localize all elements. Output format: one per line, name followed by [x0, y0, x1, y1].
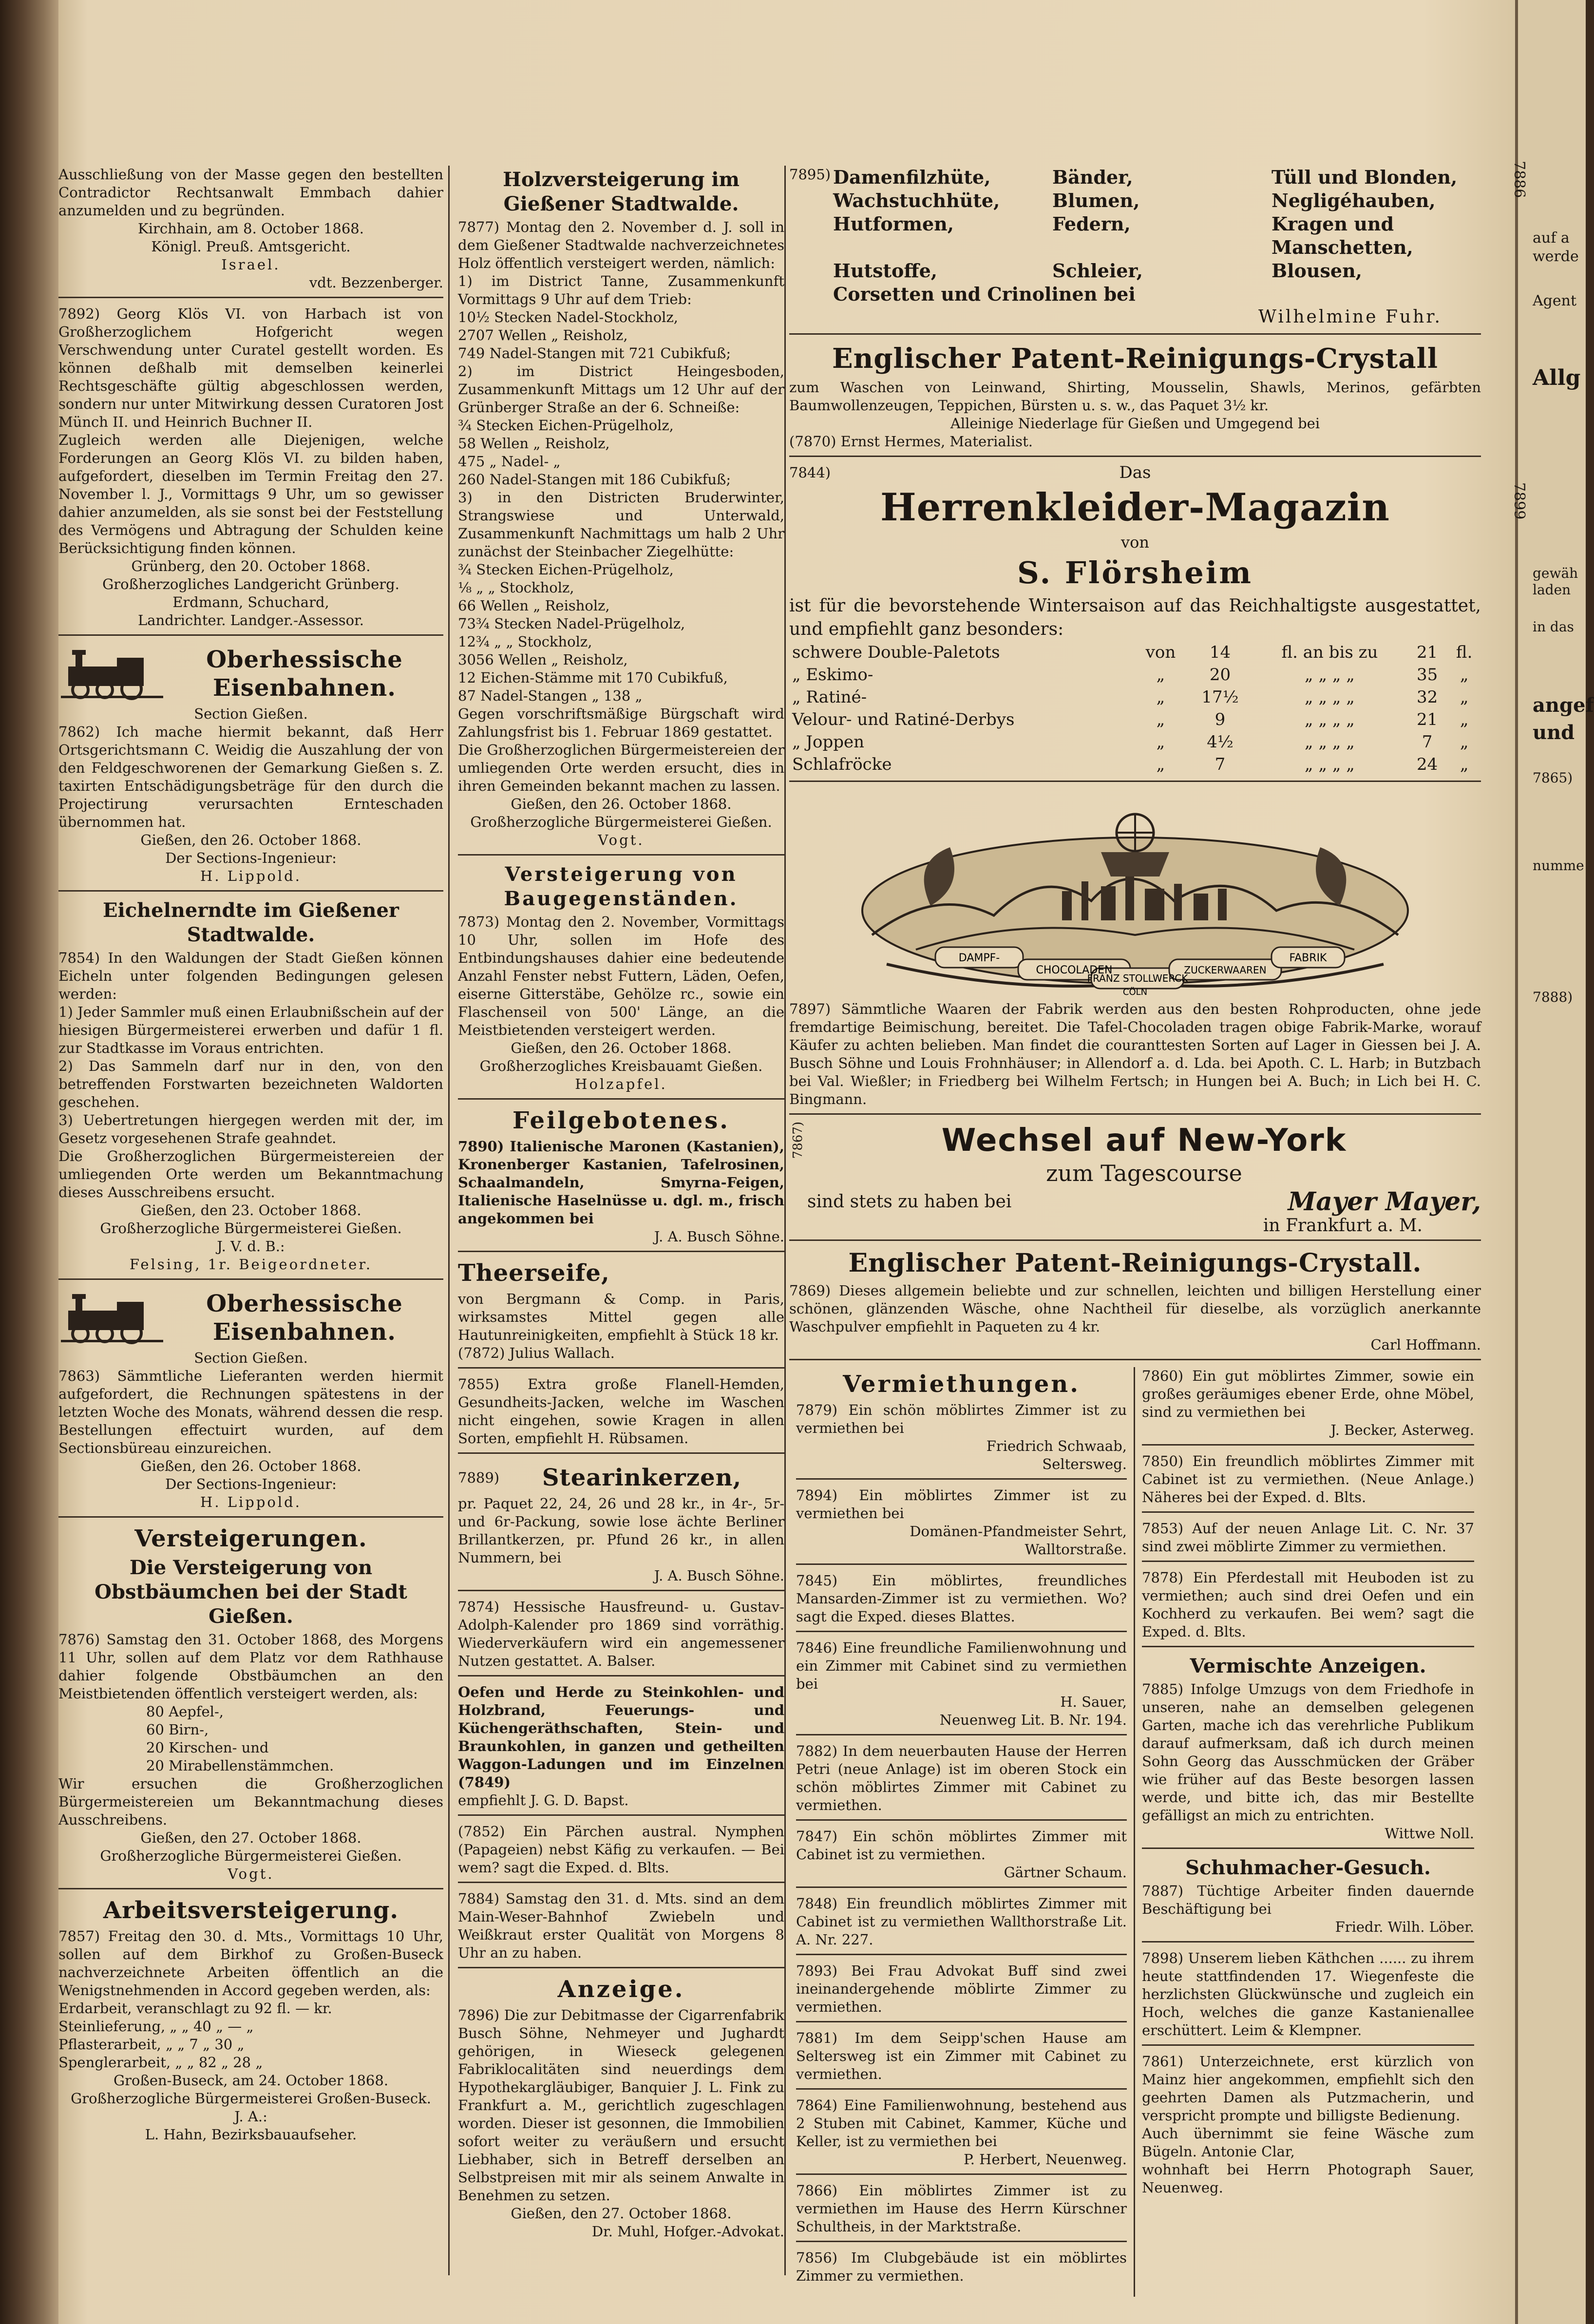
- edge-text: numme: [1533, 857, 1584, 874]
- edge-text: in das: [1533, 619, 1574, 635]
- locomotive-icon: [58, 647, 166, 701]
- price-row: „ Eskimo- „ 20 „ „ „ „ 35 „: [792, 665, 1469, 685]
- merchant-name: S. Flörsheim: [1017, 555, 1253, 591]
- notice-anzeige: Anzeige. 7896) Die zur Debitmasse der Cigarrenfabrik Busch Söhne, Nehmeyer und Jughardt gehörigen, in Wieseck gelegenen Fabriklocalitäten sind neuerdings dem Hypothekargläubiger, Banquier J. L. Fink zu Frankfurt a. M., gerichtlich zugeschlagen worden. Dieser ist gesonnen, die Immobilien sofort weiter zu veräußern und ersucht Liebhaber, sich in Betreff derselben an Selbstpreisen mit mir als seinem Anwalte in Benehmen zu setzen. Gießen, den 27. October 1868. Dr. Muhl, Hofger.-Advokat.: [458, 1976, 784, 2240]
- ad-zwiebeln: 7884) Samstag den 31. d. Mts. sind an dem Main-Weser-Bahnhof Zwiebeln und Weißkraut erster Qualität von Morgens 8 Uhr an zu haben.: [458, 1890, 784, 1968]
- book-binding: [0, 0, 58, 2324]
- emblem-text: ZUCKERWAAREN: [1184, 964, 1267, 976]
- ad-feilgebotenes: Feilgebotenes. 7890) Italienische Maronen (Kastanien), Kronenberger Kastanien, Tafelrosinen, Schaalmandeln, Smyrna-Feigen, Italienische Haselnüsse u. dgl. m., frisch angekommen bei J. A. Busch Söhne.: [458, 1106, 784, 1252]
- notice-arbeitsversteigerung: Arbeitsversteigerung. 7857) Freitag den 30. d. Mts., Vormittags 10 Uhr, sollen auf dem Birkhof zu Großen-Buseck nachverzeichnete Arbeiten öffentlich an die Wenigstnehmenden in Accord gegeben werden, als: Erdarbeit, veranschlagt zu 92 fl. — kr. Steinlieferung, „ „ 40 „ — „ Pflasterarbeit, „ „ 7 „ 30 „ Spenglerarbeit, „ „ 82 „ 28 „ Großen-Buseck, am 24. October 1868. Großherzogliche Bürgermeisterei Großen-Buseck. J. A.: L. Hahn, Bezirksbauaufseher.: [58, 1897, 443, 2143]
- heading: Englischer Patent-Reinigungs-Crystall.: [848, 1248, 1422, 1278]
- heading: Feilgebotenes.: [512, 1107, 730, 1134]
- emblem-text: DAMPF-: [958, 952, 1000, 964]
- railway-title: Oberhessische Eisenbahnen.: [206, 646, 403, 702]
- heading: Vermiethungen.: [843, 1371, 1080, 1398]
- edge-text: gewäh laden: [1533, 565, 1578, 598]
- ad-papageien: (7852) Ein Pärchen austral. Nymphen (Papageien) nebst Käfig zu verkaufen. — Bei wem? sagt die Exped. d. Blts.: [458, 1823, 784, 1883]
- price-row: Velour- und Ratiné-Derbys „ 9 „ „ „ „ 21 „: [792, 710, 1469, 729]
- vermischte-column: 7860) Ein gut möblirtes Zimmer, sowie ein großes geräumiges ebener Erde, ohne Möbel, sind zu vermiethen bei J. Becker, Asterweg. 7850) Ein freundlich möblirtes Zimmer mit Cabinet ist zu vermiethen. (Neue Anlage.) Näheres bei der Exped. d. Blts. 7853) Auf der neuen Anlage Lit. C. Nr. 37 sind zwei möblirte Zimmer zu vermiethen. 7878) Ein Pferdestall mit Heuboden ist zu vermiethen; auch sind drei Oefen und ein Kochherd zu verkaufen. Bei wem? sagt die Exped. d. Blts. Vermischte Anzeigen. 7885) Infolge Umzugs von dem Friedhofe in unseren, nahe an demselben gelegenen Garten, mache ich das verehrliche Publikum darauf aufmerksam, daß ich durch meinen Sohn Georg das Ausschmücken der Gräber wie früher auf das Beste besorgen lassen werde, und bitte ich, das mir Bestellte gefälligst an mich zu entrichten. Wittwe Noll. Schuhmacher-Gesuch. 7887) Tüchtige Arbeiter finden dauernde Beschäftigung bei Friedr. Wilh. Löber. 7898) Unserem lieben Käthchen ...... zu ihrem heute stattfindenden 17. Wiegenfeste die herzlichsten Glückwünsche und zugleich ein Hoch, welches die ganze Kastanienallee erschüttert. Leim & Klempner. 7861) Unterzeichnete, erst kürzlich von Mainz hier angekommen, empfiehlt sich den geehrten Damen als Putzmacherin, und verspricht prompte und billigste Bedienung. Auch übernimmt sie feine Wäsche zum Bügeln. Antonie Clar, wohnhaft bei Herrn Photograph Sauer, Neuenweg.: [1142, 1368, 1474, 2196]
- column-rule: [448, 166, 450, 2275]
- emblem-text: FRANZ STOLLWERCK: [1087, 972, 1188, 984]
- heading: Versteigerungen.: [134, 1525, 367, 1552]
- heading: Herrenkleider-Magazin: [880, 485, 1390, 530]
- heading: Englischer Patent-Reinigungs-Crystall: [832, 343, 1439, 375]
- column-2: [458, 166, 784, 2252]
- stollwerck-emblem: [789, 789, 1481, 998]
- ad-theerseife: Theerseife, von Bergmann & Comp. in Paris, wirksamstes Mittel gegen alle Hautunreinigkeiten, empfiehlt à Stück 18 kr. (7872) Julius Wallach.: [458, 1259, 784, 1369]
- ad-reinigungs-crystall-1: Englischer Patent-Reinigungs-Crystall zum Waschen von Leinwand, Shirting, Mousselin, Shawls, Merinos, gefärbten Baumwollenzeugen, Teppichen, Bürsten u. s. w., das Paquet 3½ kr. Alleinige Niederlage für Gießen und Umgegend bei (7870) Ernst Hermes, Materialist.: [789, 342, 1481, 457]
- edge-number: 7886: [1511, 161, 1528, 198]
- emblem-text: FABRIK: [1289, 952, 1327, 964]
- edge-text: Agent: [1533, 292, 1576, 309]
- notice-eisenbahn-1: Oberhessische Eisenbahnen. Section Gießen. 7862) Ich mache hiermit bekannt, daß Herr Ortsgerichtsmann C. Weidig die Auszahlung der von den Feldgeschworenen der Gemarkung Gießen s. Z. taxirten Entschädigungsbeträge für den durch die Projectirung verursachten Ernteschaden übernommen hat. Gießen, den 26. October 1868. Der Sections-Ingenieur: H. Lippold.: [58, 643, 443, 892]
- notice-contradictor: Ausschließung von der Masse gegen den bestellten Contradictor Rechtsanwalt Emmbach dahier anzumelden und zu begründen. Kirchhain, am 8. October 1868. Königl. Preuß. Amtsgericht. Israel. vdt. Bezzenberger.: [58, 166, 443, 298]
- ad-kalender: 7874) Hessische Hausfreund- u. Gustav-Adolph-Kalender pro 1869 sind vorräthig. Wiederverkäufern wird ein angemessener Nutzen gestattet. A. Balser.: [458, 1598, 784, 1676]
- column-rule: [784, 166, 786, 2275]
- heading: Anzeige.: [557, 1976, 685, 2003]
- subheading: Die Versteigerung von Obstbäumchen bei der Stadt Gießen.: [95, 1556, 407, 1628]
- heading: Versteigerung von Baugegenständen.: [504, 863, 739, 910]
- edge-text: 7865): [1533, 770, 1573, 786]
- notice-eichelnerndte: Eichelnerndte im Gießener Stadtwalde. 7854) In den Waldungen der Stadt Gießen können Eicheln unter folgenden Bedingungen gelesen werden: 1) Jeder Sammler muß einen Erlaubnißschein auf der hiesigen Bürgermeisterei erwerben und dafür 1 fl. zur Stadtkasse im Voraus entrichten. 2) Das Sammeln darf nur in den, von den betreffenden Forstwarten bezeichneten Waldorten geschehen. 3) Uebertretungen hiergegen werden mit der, im Gesetz vorgesehenen Strafe geahndet. Die Großherzoglichen Bürgermeistereien der umliegenden Orte werden um Bekanntmachung dieses Ausschreibens ersucht. Gießen, den 23. October 1868. Großherzogliche Bürgermeisterei Gießen. J. V. d. B.: Felsing, 1r. Beigeordneter.: [58, 898, 443, 1280]
- ad-stollwerck: DAMPF- CHOCOLADEN FRANZ STOLLWERCK ZUCKERWAAREN FABRIK CÖLN 7897) Sämmtliche Waaren der Fabrik werden aus den besten Rohproducten, ohne jede fremdartige Beimischung, bereitet. Die Tafel-Chocoladen tragen obige Fabrik-Marke, worauf Käufer zu achten belieben. Man findet die couranttesten Sorten auf Lager in Giessen bei J. A. Busch Söhne und Louis Frohnhäuser; in Allendorf a. d. Lda. bei Apoth. C. L. Harb; in Butzbach bei Val. Wießler; in Friedberg bei Wilhelm Fertsch; in Hungen bei A. Buch; in Lich bei H. C. Bingmann.: [789, 789, 1481, 1115]
- emblem-text: CÖLN: [1122, 987, 1148, 997]
- banker-name: Mayer Mayer,: [1288, 1187, 1481, 1217]
- next-page-edge: [1511, 0, 1594, 2324]
- heading: Eichelnerndte im Gießener Stadtwalde.: [103, 899, 399, 946]
- ad-herrenkleider-magazin: 7844) Das Herrenkleider-Magazin von S. Flörsheim ist für die bevorstehende Wintersaison auf das Reichhaltigste ausgestattet, und empfiehlt ganz besonders: schwere Double-Paletots von 14 fl. an bis zu 21 fl. „ Eskimo- „ 20 „ „ „ „ 35 „ „ Ratiné- „ 17½ „ „ „ „ 32 „ Velour- und Ratiné-Derbys „ 9 „ „ „ „ 21 „ „ Joppen „ 4½ „ „ „ „ 7 „ Schlafröcke „ 7 „ „ „ „ 24 „: [789, 464, 1481, 782]
- heading: Schuhmacher-Gesuch.: [1185, 1856, 1431, 1879]
- edge-text: angef und: [1533, 694, 1594, 744]
- ad-stearinkerzen: 7889) Stearinkerzen, pr. Paquet 22, 24, 26 und 28 kr., in 4r-, 5r- und 6r-Packung, sowie lose ächte Berliner Brillantkerzen, pr. Pfund 26 kr., in allen Nummern, bei J. A. Busch Söhne.: [458, 1461, 784, 1591]
- heading: Holzversteigerung im Gießener Stadtwalde.: [503, 168, 740, 215]
- emblem-text: CHOCOLADEN: [1036, 964, 1113, 976]
- price-table: [789, 641, 1481, 776]
- notice-curatel: 7892) Georg Klös VI. von Harbach ist von Großherzoglichem Hofgericht wegen Verschwendung unter Curatel gestellt worden. Es können deßhalb mit demselben keinerlei Rechtsgeschäfte gültig abgeschlossen werden, sondern nur unter Mitwirkung dessen Curatoren Jost Münch II. und Heinrich Buchner II. Zugleich werden alle Diejenigen, welche Forderungen an Georg Klös VI. zu bilden haben, aufgefordert, dieselben im Termin Freitag den 27. November l. J., Vormittags 9 Uhr, um so gewisser dahier anzumelden, als sie sonst bei der Feststellung des Vermögens und Abtragung der Schulden keine Berücksichtigung finden können. Grünberg, den 20. October 1868. Großherzogliches Landgericht Grünberg. Erdmann, Schuchard, Landrichter. Landger.-Assessor.: [58, 305, 443, 636]
- vermiethungen-column: Vermiethungen. 7879) Ein schön möblirtes Zimmer ist zu vermiethen bei Friedrich Schwaab, Seltersweg. 7894) Ein möblirtes Zimmer ist zu vermiethen bei Domänen-Pfandmeister Sehrt, Walltorstraße. 7845) Ein möblirtes, freundliches Mansarden-Zimmer ist zu vermiethen. Wo? sagt die Exped. dieses Blattes. 7846) Eine freundliche Familienwohnung und ein Zimmer mit Cabinet sind zu vermiethen bei H. Sauer, Neuenweg Lit. B. Nr. 194. 7882) In dem neuerbauten Hause der Herren Petri (neue Anlage) ist im oberen Stock ein schön möblirtes Zimmer mit Cabinet zu vermiethen. 7847) Ein schön möblirtes Zimmer mit Cabinet ist zu vermiethen. Gärtner Schaum. 7848) Ein freundlich möblirtes Zimmer mit Cabinet ist zu vermiethen Wallthorstraße Lit. A. Nr. 227. 7893) Bei Frau Advokat Buff sind zwei ineinandergehende möblirte Zimmer zu vermiethen. 7881) Im dem Seipp'schen Hause am Seltersweg ist ein Zimmer mit Cabinet zu vermiethen. 7864) Eine Familienwohnung, bestehend aus 2 Stuben mit Cabinet, Kammer, Küche und Keller, ist zu vermiethen bei P. Herbert, Neuenweg. 7866) Ein möblirtes Zimmer ist zu vermiethen im Hause des Herrn Kürschner Schultheis, in der Marktstraße. 7856) Im Clubgebäude ist ein möblirtes Zimmer zu vermiethen.: [789, 1367, 1135, 2297]
- ad-wechsel-new-york: 7867) Wechsel auf New-York zum Tagescourse sind stets zu haben bei Mayer Mayer, in Frankfurt a. M.: [789, 1122, 1481, 1241]
- ad-reinigungs-crystall-2: Englischer Patent-Reinigungs-Crystall. 7869) Dieses allgemein beliebte und zur schnellen, leichten und billigen Herstellung einer schönen, glänzenden Wäsche, ohne Nachtheil für dieselbe, als vorzüglich anerkannte Waschpulver empfiehlt in Paqueten zu 4 kr. Carl Hoffmann.: [789, 1248, 1481, 1360]
- column-3: [789, 166, 1481, 2297]
- heading: Theerseife,: [458, 1259, 610, 1287]
- price-row: „ Ratiné- „ 17½ „ „ „ „ 32 „: [792, 687, 1469, 707]
- ad-flanell: 7855) Extra große Flanell-Hemden, Gesundheits-Jacken, welche im Waschen nicht eingehen, sowie Kragen in allen Sorten, empfiehlt H. Rübsamen.: [458, 1375, 784, 1454]
- edge-text: Allg: [1533, 365, 1581, 390]
- price-row: Schlafröcke „ 7 „ „ „ „ 24 „: [792, 755, 1469, 774]
- heading: Stearinkerzen,: [542, 1464, 742, 1491]
- heading: Wechsel auf New-York: [941, 1123, 1347, 1159]
- price-row: „ Joppen „ 4½ „ „ „ „ 7 „: [792, 732, 1469, 752]
- edge-text: 7888): [1533, 989, 1573, 1005]
- ad-damenhuete: 7895) Damenfilzhüte, Bänder, Tüll und Blonden, Wachstuchhüte, Blumen, Negligéhauben, Hutformen, Federn, Kragen und Manschetten, Hutstoffe, Schleier, Blousen, Corsetten und Crinolinen bei Wilhelmine Fuhr.: [789, 166, 1481, 335]
- classifieds: [789, 1367, 1481, 2297]
- locomotive-icon: [58, 1291, 166, 1345]
- heading: Arbeitsversteigerung.: [103, 1897, 399, 1924]
- notice-baugegenstaende: Versteigerung von Baugegenständen. 7873) Montag den 2. November, Vormittags 10 Uhr, sollen im Hofe des Entbindungshauses dahier eine bedeutende Anzahl Fenster nebst Futtern, Läden, Oefen, eiserne Gitterstäbe, Gehölze rc., sowie ein Flaschenseil von 500' Länge, an die Meistbietenden versteigert werden. Gießen, den 26. October 1868. Großherzogliches Kreisbauamt Gießen. Holzapfel.: [458, 862, 784, 1100]
- notice-eisenbahn-2: Oberhessische Eisenbahnen. Section Gießen. 7863) Sämmtliche Lieferanten werden hiermit aufgefordert, die Rechnungen spätestens in der letzten Woche des Monats, während dessen die resp. Bestellungen effectuirt wurden, auf dem Sectionsbüreau einzureichen. Gießen, den 26. October 1868. Der Sections-Ingenieur: H. Lippold.: [58, 1287, 443, 1518]
- edge-text: auf a werde: [1533, 229, 1579, 265]
- millinery-list: Damenfilzhüte, Bänder, Tüll und Blonden, Wachstuchhüte, Blumen, Negligéhauben, Hutformen, Federn, Kragen und Manschetten, Hutstoffe, Schleier, Blousen,: [833, 166, 1458, 282]
- column-1: [58, 166, 443, 2155]
- notice-holzversteigerung: Holzversteigerung im Gießener Stadtwalde. 7877) Montag den 2. November d. J. soll in dem Gießener Stadtwalde nachverzeichnetes Holz öffentlich versteigert werden, nämlich: 1) im District Tanne, Zusammenkunft Vormittags 9 Uhr auf dem Trieb: 10½ Stecken Nadel-Stockholz, 2707 Wellen „ Reisholz, 749 Nadel-Stangen mit 721 Cubikfuß; 2) im District Heingesboden, Zusammenkunft Mittags um 12 Uhr auf der Grünberger Straße an der 6. Schneiße: ¾ Stecken Eichen-Prügelholz, 58 Wellen „ Reisholz, 475 „ Nadel- „ 260 Nadel-Stangen mit 186 Cubikfuß; 3) in den Districten Bruderwinter, Strangswiese und Unterwald, Zusammenkunft Nachmittags um halb 2 Uhr zunächst der Steinbacher Ziegelhütte: ¾ Stecken Eichen-Prügelholz, ⅛ „ „ Stockholz, 66 Wellen „ Reisholz, 73¾ Stecken Nadel-Prügelholz, 12¾ „ „ Stockholz, 3056 Wellen „ Reisholz, 12 Eichen-Stämme mit 170 Cubikfuß, 87 Nadel-Stangen „ 138 „ Gegen vorschriftsmäßige Bürgschaft wird Zahlungsfrist bis 1. Februar 1869 gestattet. Die Großherzoglichen Bürgermeistereien der umliegenden Orte werden ersucht, dies in ihren Gemeinden bekannt machen zu lassen. Gießen, den 26. October 1868. Großherzogliche Bürgermeisterei Gießen. Vogt.: [458, 168, 784, 856]
- edge-number: 7899: [1511, 482, 1528, 520]
- price-row: schwere Double-Paletots von 14 fl. an bis zu 21 fl.: [792, 643, 1473, 662]
- railway-title: Oberhessische Eisenbahnen.: [206, 1290, 403, 1346]
- notice-versteigerungen: Versteigerungen. Die Versteigerung von Obstbäumchen bei der Stadt Gießen. 7876) Samstag den 31. October 1868, des Morgens 11 Uhr, sollen auf dem Platz vor dem Rathhause dahier folgende Obstbäumchen an den Meistbietenden öffentlich versteigert werden, als: 80 Aepfel-, 60 Birn-, 20 Kirschen- und 20 Mirabellenstämmchen. Wir ersuchen die Großherzoglichen Bürgermeistereien um Bekanntmachung dieses Ausschreibens. Gießen, den 27. October 1868. Großherzogliche Bürgermeisterei Gießen. Vogt.: [58, 1524, 443, 1889]
- heading: Vermischte Anzeigen.: [1190, 1655, 1426, 1677]
- ad-oefen: Oefen und Herde zu Steinkohlen- und Holzbrand, Feuerungs- und Küchengeräthschaften, Stein- und Braunkohlen, in ganzen und getheilten Waggon-Ladungen und im Einzelnen (7849) empfiehlt J. G. D. Bapst.: [458, 1683, 784, 1816]
